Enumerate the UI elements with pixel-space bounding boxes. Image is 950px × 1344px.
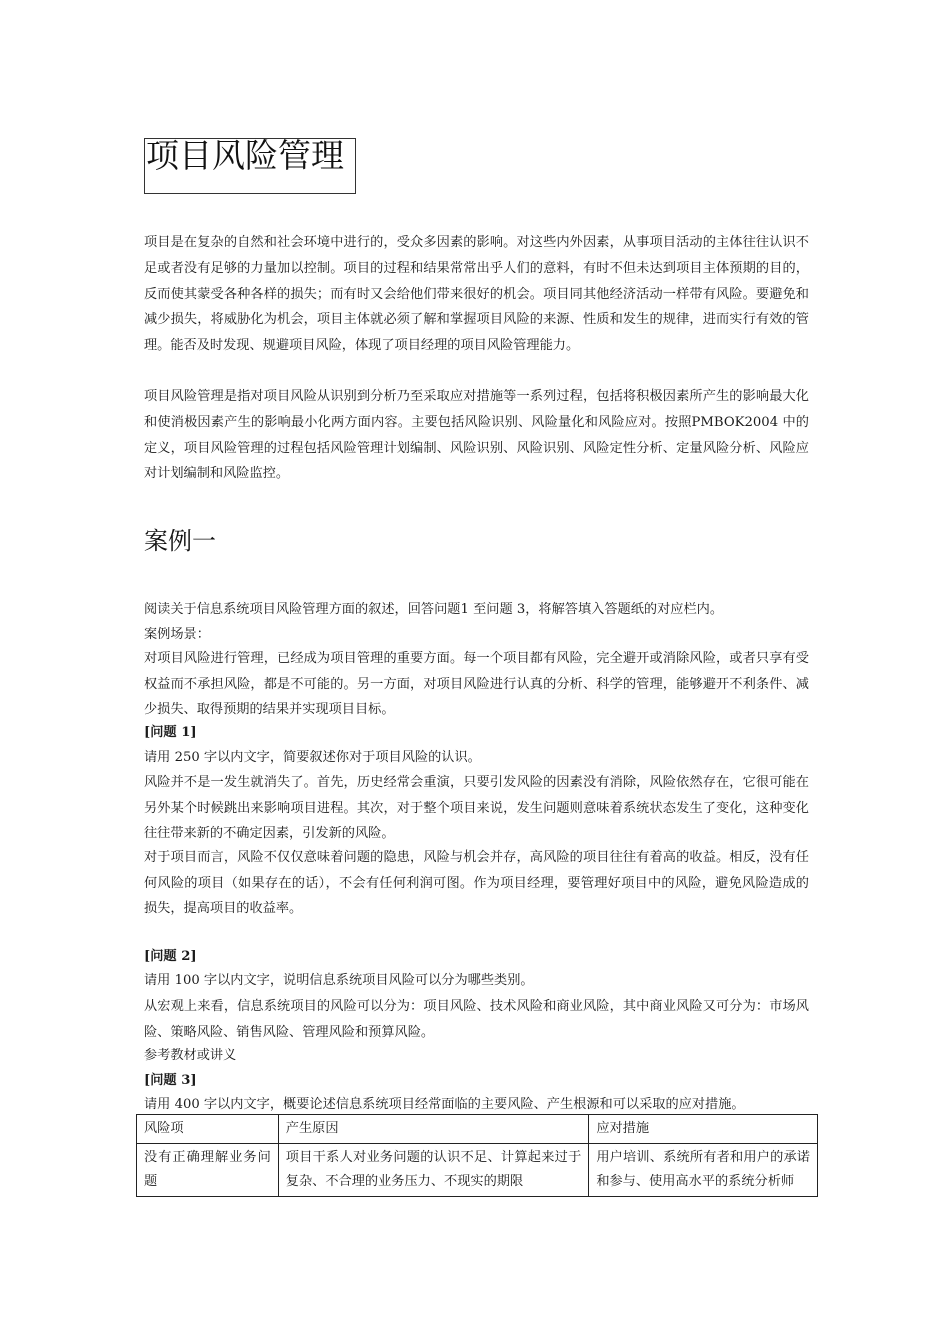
case-scene-text: 对项目风险进行管理，已经成为项目管理的重要方面。每一个项目都有风险，完全避开或消除风险，或者只享有受权益而不承担风险，都是不可能的。另一方面，对项目风险进行认真的分析、科学的管理，能够避开不利条件、减少损失、取得预期的结果并实现项目目标。 (144, 651, 809, 717)
risk-cause-cell: 项目干系人对业务问题的认识不足、计算起来过于复杂、不合理的业务压力、不现实的期限 (278, 1144, 589, 1197)
question-1-prompt: 请用 250 字以内文字，简要叙述你对于项目风险的认识。 (144, 750, 481, 765)
risk-table-header: 风险项 (137, 1115, 279, 1144)
risk-table-header-row (137, 1115, 818, 1144)
intro-paragraph-1: 项目是在复杂的自然和社会环境中进行的，受众多因素的影响。对这些内外因素，从事项目活动的主体往往认识不足或者没有足够的力量加以控制。项目的过程和结果常常出乎人们的意料，有时不但未达到项目主体预期的目的，反而使其蒙受各种各样的损失；而有时又会给他们带来很好的机会。项目同其他经济活动一样带有风险。要避免和减少损失，将威胁化为机会，项目主体就必须了解和掌握项目风险的来源、性质和发生的规律，进而实行有效的管理。能否及时发现、规避项目风险，体现了项目经理的项目风险管理能力。 (144, 235, 809, 354)
risk-table-header: 应对措施 (589, 1115, 818, 1144)
intro-paragraph-2: 项目风险管理是指对项目风险从识别到分析乃至采取应对措施等一系列过程，包括将积极因素所产生的影响最大化和使消极因素产生的影响最小化两方面内容。主要包括风险识别、风险量化和风险应对。按照PMBOK2004 中的定义，项目风险管理的过程包括风险管理计划编制、风险识别、风险识别、风险定性分析、定量风险分析、风险应对计划编制和风险监控。 (144, 389, 809, 482)
risk-response-cell: 用户培训、系统所有者和用户的承诺和参与、使用高水平的系统分析师 (589, 1144, 818, 1197)
question-1-answer-2: 对于项目而言，风险不仅仅意味着问题的隐患，风险与机会并存，高风险的项目往往有着高的收益。相反，没有任何风险的项目（如果存在的话），不会有任何利润可图。作为项目经理，要管理好项目中的风险，避免风险造成的损失，提高项目的收益率。 (144, 850, 809, 916)
risk-table (136, 1114, 818, 1197)
question-3-label: [问题 3] (144, 1073, 197, 1088)
case-scene-label: 案例场景： (144, 627, 210, 642)
question-2-label: [问题 2] (144, 949, 197, 964)
document-title: 项目风险管理 (146, 136, 344, 175)
question-1-label: [问题 1] (144, 725, 197, 740)
question-1-answer-1: 风险并不是一发生就消失了。首先，历史经常会重演，只要引发风险的因素没有消除，风险依然存在，它很可能在另外某个时候跳出来影响项目进程。其次，对于整个项目来说，发生问题则意味着系统状态发生了变化，这种变化往往带来新的不确定因素，引发新的风险。 (144, 775, 809, 841)
risk-item-cell: 没有正确理解业务问题 (137, 1144, 279, 1197)
question-3-prompt: 请用 400 字以内文字，概要论述信息系统项目经常面临的主要风险、产生根源和可以采取的应对措施。 (144, 1097, 745, 1112)
question-2-reference: 参考教材或讲义 (144, 1048, 237, 1063)
table-row (137, 1144, 818, 1197)
question-2-answer: 从宏观上来看，信息系统项目的风险可以分为：项目风险、技术风险和商业风险，其中商业风险又可分为：市场风险、策略风险、销售风险、管理风险和预算风险。 (144, 999, 809, 1040)
risk-table-header: 产生原因 (278, 1115, 589, 1144)
question-2-prompt: 请用 100 字以内文字，说明信息系统项目风险可以分为哪些类别。 (144, 973, 534, 988)
case-instruction: 阅读关于信息系统项目风险管理方面的叙述，回答问题1 至问题 3，将解答填入答题纸的对应栏内。 (144, 602, 724, 617)
case-heading: 案例一 (144, 527, 216, 555)
